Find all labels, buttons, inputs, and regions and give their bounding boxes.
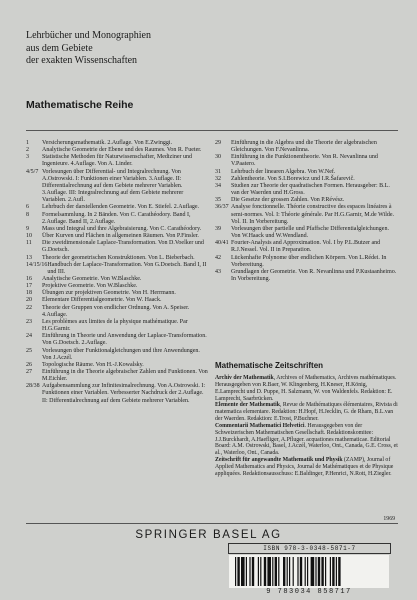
book-entry xyxy=(26,140,209,147)
book-entry xyxy=(215,226,398,240)
book-title: Einführung in die Theorie algebraischer Zahlen und Funktionen. Von M.Eichler. xyxy=(42,369,208,383)
book-entry xyxy=(215,204,398,225)
journal-description: . Herausgegeben von der Schweizerischen Mathematischen Gesellschaft. Redaktionskomitee: J.J.Burckhardt, A.Haefliger, A.Pfluger. acquationes mathematicae. Editorial Board: A.M. Ostrowski, Basel, J.Aczél, Waterloo, Ont., Canada, G.E. Cross, et al., Waterloo, Ont., Canada. xyxy=(215,422,398,457)
publication-year: 1969 xyxy=(383,516,395,522)
book-entry xyxy=(26,154,209,168)
book-title: Analytische Geometrie. Von W.Blaschke. xyxy=(42,275,142,282)
book-number: 30 xyxy=(215,154,221,161)
book-entry xyxy=(215,169,398,176)
book-title: Versicherungsmathematik. 2.Auflage. Von E.Zwinggi. xyxy=(42,140,173,146)
barcode-bar xyxy=(321,557,323,586)
zeitschriften-title: Mathematische Zeitschriften xyxy=(215,361,324,370)
book-number: 4/5/7 xyxy=(26,168,39,175)
book-entry xyxy=(215,176,398,183)
barcode-bar xyxy=(325,557,326,586)
book-number: 14/15/16 xyxy=(26,261,48,268)
book-entry xyxy=(26,297,209,304)
book-entry xyxy=(215,255,398,269)
barcode-graphic xyxy=(229,555,389,588)
book-number: 2 xyxy=(26,147,29,154)
book-title: Die zweidimensionale Laplace-Transformation. Von D.Voelker und G.Doetsch. xyxy=(42,240,204,254)
book-number: 13 xyxy=(26,254,32,261)
book-title: Les problèmes aux limites de la physique mathématique. Par H.G.Garnir. xyxy=(42,318,188,333)
book-number: 32 xyxy=(215,175,221,182)
book-number: 26 xyxy=(26,361,32,368)
book-title: Elementare Differentialgeometrie. Von W. Haack. xyxy=(42,297,162,304)
book-title: Statistische Methoden für Naturwissenschafter, Mediziner und Ingenieure. 4.Auflage. Von A. Linder. xyxy=(42,154,193,168)
book-number: 1 xyxy=(26,140,29,146)
book-title: Vorlesungen über Funktionalgleichungen und ihre Anwendungen. Von J.Aczél. xyxy=(42,347,200,361)
header-line-3: der exakten Wissenschaften xyxy=(26,55,138,66)
journal-list xyxy=(215,375,398,478)
book-title: Die Gesetze der grossen Zahlen. Von P.Révész. xyxy=(231,197,345,204)
book-title: Vorlesungen über Differential- und Integralrechnung. Von A.Ostrowski. I: Funktionen einer Variablen. 3.Auflage. II: Differentialrechnung auf dem Gebiete mehrerer Variablen. 3.Auflage. III: Integralrechnung auf dem Gebiete mehrerer Variablen. 2.Aufl. xyxy=(42,168,184,204)
book-title: Einführung in die Algebra und die Theorie der algebraischen Gleichungen. Von F.Nevanlinna. xyxy=(231,140,377,154)
book-title: Handbuch der Laplace-Transformation. Von G.Doetsch. Band I, II und III. xyxy=(47,261,207,275)
book-entry xyxy=(215,183,398,197)
book-number: 36/37 xyxy=(215,204,229,211)
book-title: Fourier-Analysis and Approximation. Vol. I by P.L.Butzer and R.J.Nessel. Vol. II in Preparation. xyxy=(231,240,381,254)
book-entry xyxy=(215,154,398,168)
barcode-bar xyxy=(297,557,298,586)
barcode-bar xyxy=(307,557,308,586)
book-number: 6 xyxy=(26,204,29,211)
barcode-bar xyxy=(283,557,285,586)
book-entry xyxy=(26,333,209,347)
book-entry xyxy=(26,348,209,362)
journal-name: Elemente der Mathematik xyxy=(215,402,280,409)
book-entry xyxy=(26,319,209,333)
book-title: Vorlesungen über partielle und Pfaffsche Differentialgleichungen. Von W.Haack und W.Wendland. xyxy=(231,225,389,240)
book-title: Projektive Geometrie. Von W.Blaschke. xyxy=(42,283,138,290)
barcode-bar xyxy=(336,557,337,586)
barcode-bar xyxy=(264,557,266,586)
book-entry xyxy=(26,212,209,226)
book-number: 34 xyxy=(215,182,221,189)
book-number: 9 xyxy=(26,225,29,232)
book-number: 18 xyxy=(26,290,32,297)
barcode-bar xyxy=(241,557,245,586)
book-number: 40/41 xyxy=(215,240,229,247)
barcode-bar xyxy=(305,557,306,586)
book-number: 25 xyxy=(26,347,32,354)
top-rule xyxy=(26,130,398,131)
barcode-bar xyxy=(330,557,331,586)
book-number: 17 xyxy=(26,283,32,290)
book-title: Lehrbuch der linearen Algebra. Von W.Nef. xyxy=(231,168,336,175)
barcode-bar xyxy=(258,557,259,586)
book-number: 22 xyxy=(26,304,32,311)
book-number: 20 xyxy=(26,297,32,304)
book-number: 42 xyxy=(215,254,221,261)
book-title: Topologische Räume. Von H.-J.Kowalsky. xyxy=(42,361,144,368)
book-entry xyxy=(215,140,398,154)
journal-description: (ZAMP), Journal of Applied Mathematics and Physics, Journal de Mathématiques et de Physique appliquées. Redaktionsausschuss: E.Baldinger, P.Henrici, N.Rott, H.Ziegler. xyxy=(215,457,394,477)
right-book-list xyxy=(215,140,398,283)
header-line-2: aus dem Gebiete xyxy=(26,42,93,54)
book-entry xyxy=(26,362,209,369)
barcode-bar xyxy=(267,557,271,586)
journal-name: Zeitschrift für angewandte Mathematik und Physik xyxy=(215,457,343,464)
barcode-bar xyxy=(293,557,294,586)
book-entry xyxy=(26,276,209,283)
header-line-1: Lehrbücher und Monographien xyxy=(26,30,151,41)
series-title: Mathematische Reihe xyxy=(26,99,134,111)
book-entry xyxy=(215,269,398,283)
book-entry xyxy=(26,383,209,404)
book-title: Theorie der geometrischen Konstruktionen. Von L. Bieberbach. xyxy=(42,254,195,261)
barcode-bar xyxy=(278,557,279,586)
barcode-bar xyxy=(315,557,316,586)
book-title: Einführung in Theorie und Anwendung der Laplace-Transformation. Von G.Doetsch. 2.Auflage. xyxy=(42,333,207,347)
book-number: 8 xyxy=(26,211,29,218)
book-title: Analyse fonctionnelle. Théorie constructive des espaces linéaires à semi-normes. Vol. I: Théorie générale. Par H.G.Garnir, M.de Wilde. Vol. II. In Vorbereitung. xyxy=(231,204,395,225)
book-title: Aufgabensammlung zur Infinitesimalrechnung. Von A.Ostrowski. I: Funktionen einer Variablen. Verbesserter Nachdruck der 2.Auflage. II: Differentialrechnung auf dem Gebiete mehrerer Variablen. xyxy=(42,383,206,404)
book-number: 11 xyxy=(26,240,32,247)
barcode-bar xyxy=(300,557,302,586)
book-title: Studien zur Theorie der quadratischen Formen. Herausgeber: B.L. van der Waerden und H.Gross. xyxy=(231,182,390,197)
left-book-list xyxy=(26,140,209,405)
barcode xyxy=(229,555,389,588)
book-number: 16 xyxy=(26,275,32,282)
barcode-bar xyxy=(332,557,334,586)
journal-entry xyxy=(215,423,398,457)
book-number: 23 xyxy=(26,318,32,325)
journal-description: , Archives of Mathematics, Archives mathématiques. Herausgegeben von R.Baer, W. Klingenberg, H.Kneser, H.König, E.Lamprecht und D. Puppe, H. Salzmann, W. von Waldenfels. Redaktion: E. Lamprecht, Saarbrücken. xyxy=(215,375,397,402)
book-title: Theorie der Gruppen von endlicher Ordnung. Von A. Speiser. 4.Auflage. xyxy=(42,304,190,318)
barcode-bar xyxy=(318,557,320,586)
barcode-bar xyxy=(338,557,340,586)
barcode-bar xyxy=(287,557,288,586)
book-entry xyxy=(26,369,209,383)
barcode-bar xyxy=(237,557,239,586)
book-title: Mass und Integral und ihre Algebraisierung. Von C. Carathéodory. xyxy=(42,225,202,232)
book-number: 28/38 xyxy=(26,383,40,390)
book-title: Zahlentheorie. Von S.I.Borewicz und I.R.Šafarevič. xyxy=(231,175,355,182)
book-number: 27 xyxy=(26,369,32,375)
bottom-rule xyxy=(26,523,398,524)
book-number: 24 xyxy=(26,333,32,340)
journal-entry xyxy=(215,457,398,478)
series-header xyxy=(26,30,326,68)
barcode-bar xyxy=(252,557,254,586)
book-number: 29 xyxy=(215,140,221,146)
barcode-bar xyxy=(260,557,261,586)
journal-name: Archiv der Mathematik xyxy=(215,375,274,381)
book-entry xyxy=(26,240,209,254)
book-entry xyxy=(26,305,209,319)
book-title: Grundlagen der Geometrie. Von R. Nevanlinna und P.Kustaanheimo. In Vorbereitung. xyxy=(231,268,397,282)
journal-entry xyxy=(215,402,398,423)
book-entry xyxy=(26,169,209,205)
book-number: 3 xyxy=(26,154,29,161)
journal-description: , Revue de Mathématiques élémentaires, Rivista di matematica elementare. Redaktion: H.Hopf, H.Jecklin, G. de Rham, B.L.van der Waerden. Redaktion: E.Trost, P.Buchner. xyxy=(215,402,398,423)
publisher-name: SPRINGER BASEL AG xyxy=(135,529,282,541)
book-entry xyxy=(26,204,209,211)
book-title: Lückenhafte Polynome über endlichen Körpern. Von L.Rédei. In Vorbereitung. xyxy=(231,254,387,268)
book-title: Über Kurven und Flächen in allgemeinen Räumen. Von P.Finsler. xyxy=(42,233,199,240)
barcode-bar xyxy=(275,557,277,586)
book-title: Lehrbuch der darstellenden Geometrie. Von E. Stiefel. 2.Auflage. xyxy=(42,204,200,211)
journal-entry xyxy=(215,375,398,402)
book-title: Analytische Geometrie der Ebene und des Raumes. Von R. Fueter. xyxy=(42,147,202,154)
book-number: 43 xyxy=(215,268,221,275)
isbn-label: ISBN 978-3-0348-5871-7 xyxy=(228,543,391,554)
barcode-bar xyxy=(311,557,315,586)
barcode-bar xyxy=(289,557,290,586)
barcode-bar xyxy=(249,557,250,586)
barcode-bar xyxy=(272,557,273,586)
book-number: 35 xyxy=(215,197,221,204)
book-entry xyxy=(26,262,209,276)
journal-name: Commentarii Mathematici Helvetici xyxy=(215,422,305,429)
book-title: Einführung in die Funktionentheorie. Von R. Nevanlinna und V.Paatero. xyxy=(231,154,378,168)
book-number: 39 xyxy=(215,225,221,232)
book-entry xyxy=(215,240,398,254)
book-entry xyxy=(26,255,209,262)
book-title: Übungen zur projektiven Geometrie. Von H. Herrmann. xyxy=(42,290,176,297)
book-number: 31 xyxy=(215,168,221,175)
barcode-digits: 9 783034 858717 xyxy=(266,588,352,596)
book-number: 10 xyxy=(26,233,32,240)
barcode-bar xyxy=(235,557,236,586)
book-entry xyxy=(26,226,209,233)
barcode-bar xyxy=(246,557,247,586)
book-title: Formelsammlung. In 2 Bänden. Von C. Carathéodory. Band I, 2.Auflage. Band II, 2.Auflage. xyxy=(42,211,191,225)
